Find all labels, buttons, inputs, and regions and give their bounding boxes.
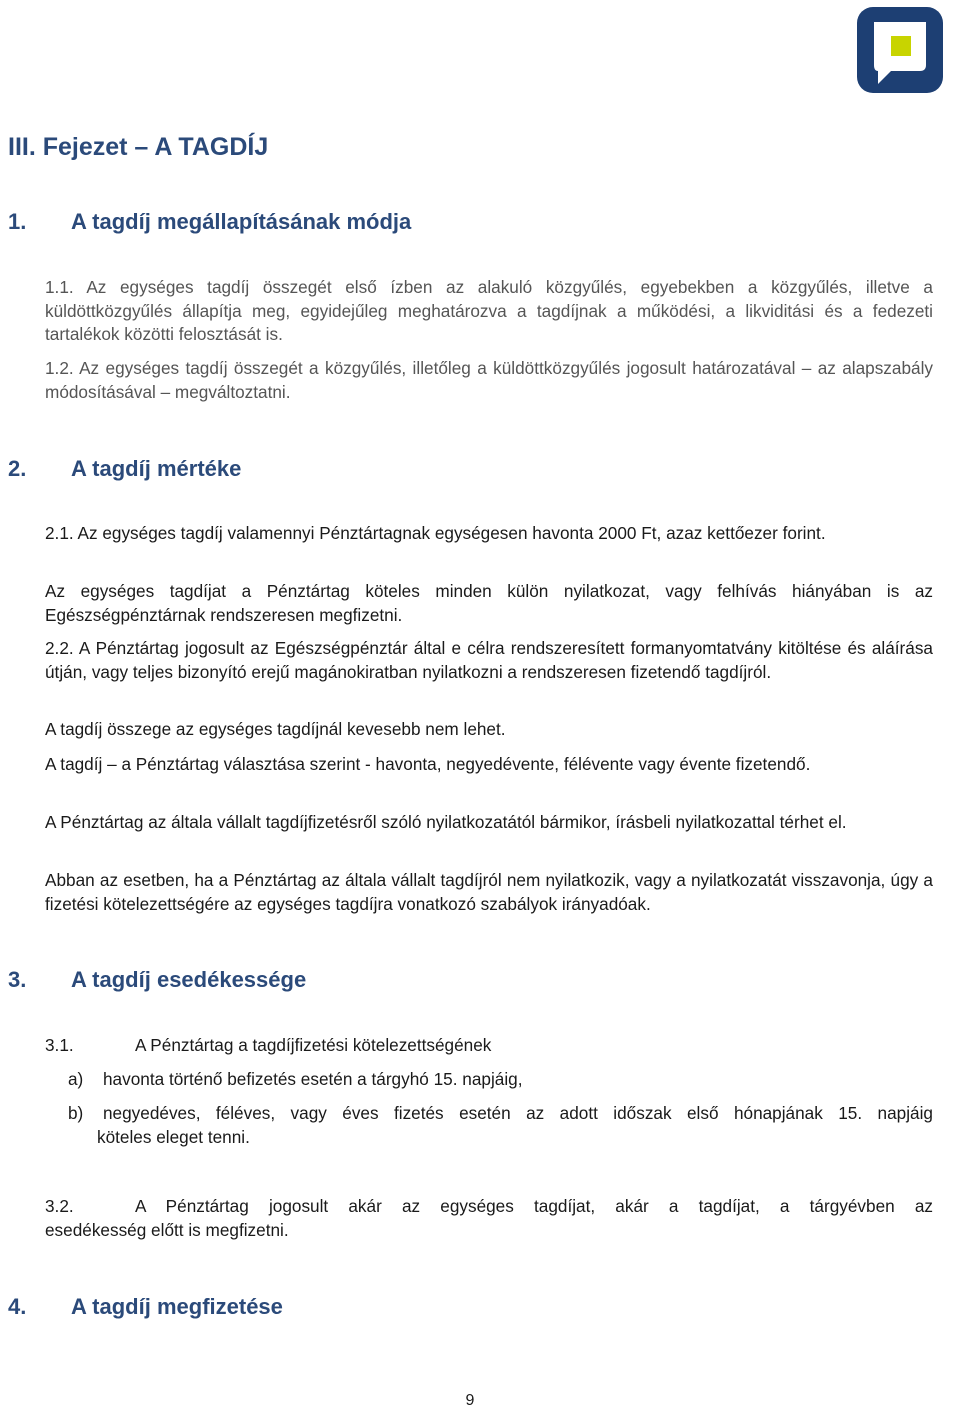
list-item-b [68, 1102, 933, 1149]
paragraph-text: A Pénztártag a tagdíjfizetési kötelezettségének [135, 1035, 492, 1055]
paragraph-number: 3.1. [45, 1035, 74, 1055]
section-number: 3. [8, 967, 27, 992]
paragraph-number: 3.2. [45, 1196, 74, 1216]
paragraph-2-2c: A tagdíj – a Pénztártag választása szerint - havonta, negyedévente, félévente vagy évente fizetendő. [45, 754, 811, 774]
list-item-text: negyedéves, féléves, vagy éves fizetés esetén az adott időszak első hónapjának 15. napjáig [103, 1103, 933, 1123]
section-title: A tagdíj mértéke [71, 456, 242, 481]
paragraph-3-1 [45, 1034, 933, 1058]
paragraph-2-2d: A Pénztártag az általa vállalt tagdíjfizetésről szóló nyilatkozatától bármikor, írásbeli nyilatkozattal térhet el. [45, 812, 847, 832]
list-item-text: havonta történő befizetés esetén a tárgyhó 15. napjáig, [103, 1069, 523, 1089]
page-number: 9 [465, 1392, 475, 1409]
paragraph-line [45, 1195, 933, 1219]
logo-icon [857, 7, 943, 93]
paragraph-2-2: 2.2. A Pénztártag jogosult az Egészségpénztár által e célra rendszeresített formanyomtatvány kitöltése és aláírása útján, vagy teljes bizonyító erejű magánokiratban nyilatkozni a rendszeresen fizetendő tagdíjról. [45, 638, 933, 682]
section-title: A tagdíj esedékessége [71, 967, 307, 992]
paragraph-3-2 [45, 1195, 933, 1242]
list-item-a [68, 1068, 933, 1092]
paragraph-2-1b: Az egységes tagdíjat a Pénztártag köteles minden külön nyilatkozat, vagy felhívás hiányában is az Egészségpénztárnak rendszeresen megfizetni. [45, 581, 933, 625]
section-title: A tagdíj megállapításának módja [71, 209, 412, 234]
list-item-continuation: köteles eleget tenni. [97, 1126, 250, 1147]
paragraph-2-1: 2.1. Az egységes tagdíj valamennyi Pénztártagnak egységesen havonta 2000 Ft, azaz kettőezer forint. [45, 523, 826, 543]
section-number: 2. [8, 456, 27, 481]
paragraph-text: A Pénztártag jogosult akár az egységes tagdíjat, akár a tagdíjat, a tárgyévben az [135, 1196, 933, 1216]
list-marker: a) [68, 1069, 84, 1089]
section-heading-4 [8, 1294, 283, 1320]
paragraph-1-2: 1.2. Az egységes tagdíj összegét a közgyűlés, illetőleg a küldöttközgyűlés jogosult határozatával – az alapszabály módosításával – megváltoztatni. [45, 358, 933, 402]
chapter-title: III. Fejezet – A TAGDÍJ [8, 133, 269, 161]
section-heading-2 [8, 456, 241, 482]
section-number: 4. [8, 1294, 27, 1319]
section-heading-3 [8, 967, 306, 993]
paragraph-continuation: esedékesség előtt is megfizetni. [45, 1219, 289, 1240]
paragraph-2-2b: A tagdíj összege az egységes tagdíjnál kevesebb nem lehet. [45, 719, 506, 739]
section-title: A tagdíj megfizetése [71, 1294, 283, 1319]
list-item-line [68, 1102, 933, 1126]
list-marker: b) [68, 1103, 84, 1123]
section-number: 1. [8, 209, 27, 234]
section-heading-1 [8, 209, 411, 235]
paragraph-1-1: 1.1. Az egységes tagdíj összegét első ízben az alakuló közgyűlés, egyebekben a közgyűlés, illetve a küldöttközgyűlés állapítja meg, egyidejűleg meghatározva a tagdíjnak a működési, a likviditási és a fedezeti tartalékok közötti felosztását is. [45, 277, 933, 344]
paragraph-2-2e: Abban az esetben, ha a Pénztártag az általa vállalt tagdíjról nem nyilatkozik, vagy a nyilatkozatát visszavonja, úgy a fizetési kötelezettségére az egységes tagdíjra vonatkozó szabályok irányadóak. [45, 870, 933, 914]
